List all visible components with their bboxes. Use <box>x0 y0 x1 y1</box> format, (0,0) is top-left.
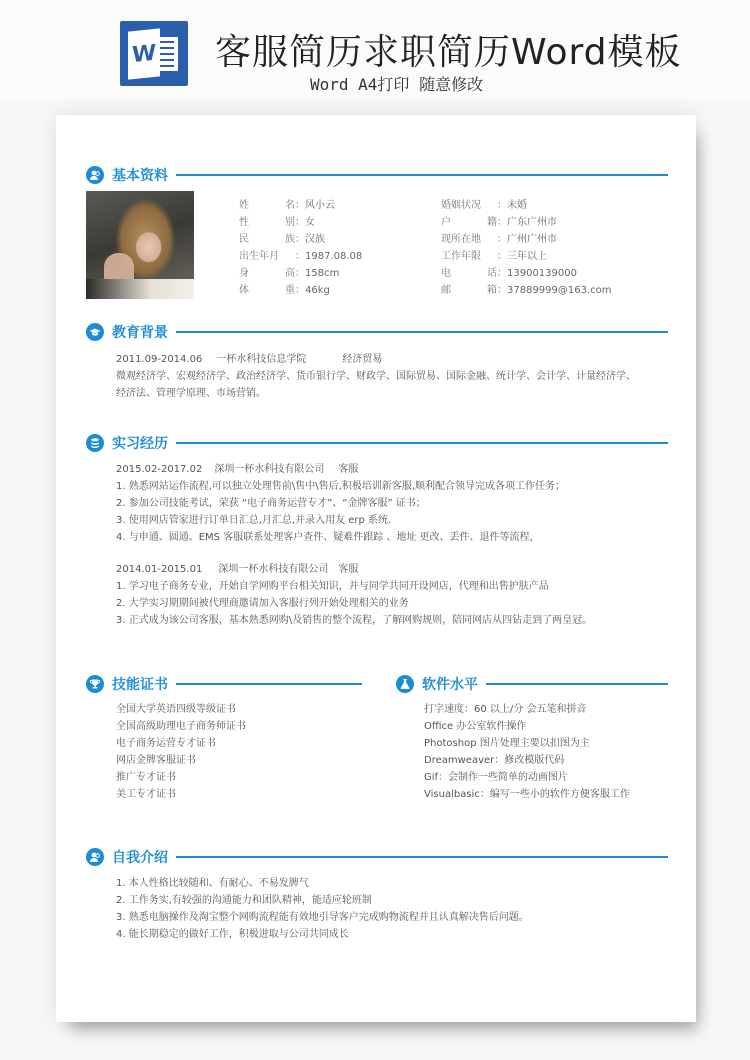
internship-job-2 <box>116 561 592 629</box>
certificate-item: 全国高级助理电子商务师证书 <box>116 721 246 732</box>
info-label-part: 性 <box>239 217 249 228</box>
self-intro-item: 3. 熟悉电脑操作及淘宝整个网购流程能有效地引导客户完成购物流程并且认真解决售后问题。 <box>116 912 529 923</box>
info-label-part: 高 <box>285 268 295 279</box>
user-icon <box>86 166 104 184</box>
section-internship <box>86 432 668 454</box>
info-label <box>441 265 497 282</box>
software-skill-item: Office 办公室软件操作 <box>424 721 527 732</box>
software-skill-item: Gif：会制作一些简单的动画图片 <box>424 772 569 783</box>
info-value: 风小云 <box>305 200 335 211</box>
info-colon: ： <box>295 234 305 245</box>
trophy-icon <box>86 675 104 693</box>
info-row <box>239 248 362 265</box>
info-label-part: 邮 <box>441 285 451 296</box>
info-value: 1987.08.08 <box>305 251 363 262</box>
education-summary <box>116 351 636 368</box>
job-duty: 3. 使用网店管家进行订单日汇总,月汇总,并录入用友 erp 系统. <box>116 515 392 526</box>
job-role: 客服 <box>338 464 359 475</box>
certificate-item: 电子商务运营专才证书 <box>116 738 216 749</box>
word-logo-letter: W <box>128 28 160 79</box>
info-row <box>239 231 362 248</box>
info-colon: ： <box>497 285 507 296</box>
info-label <box>441 197 497 214</box>
users-icon <box>86 848 104 866</box>
info-label-part: 婚姻状况 <box>441 200 481 211</box>
info-label-part: 工作年限 <box>441 251 481 262</box>
info-colon: ： <box>497 217 507 228</box>
section-title: 教育背景 <box>112 325 168 341</box>
info-row <box>441 214 612 231</box>
job-period: 2014.01-2015.01 <box>116 564 203 575</box>
info-label-part: 籍 <box>487 217 497 228</box>
info-label-part: 户 <box>441 217 451 228</box>
education-courses: 微观经济学、宏观经济学、政治经济学、货币银行学、财政学、国际贸易、国际金融、统计学、会计学、计量经济学、 <box>116 371 636 382</box>
info-label <box>239 248 295 265</box>
education-courses: 经济法、管理学原理、市场营销。 <box>116 388 266 399</box>
job-summary <box>116 461 565 478</box>
section-basic-info <box>86 164 668 186</box>
info-row <box>441 197 612 214</box>
info-value: 广东广州市 <box>507 217 557 228</box>
info-label-part: 重 <box>285 285 295 296</box>
graduation-cap-icon <box>86 323 104 341</box>
info-value: 汉族 <box>305 234 325 245</box>
info-label <box>441 231 497 248</box>
job-duty: 2. 参加公司技能考试，荣获 “电子商务运营专才”、“金牌客服” 证书； <box>116 498 426 509</box>
section-title: 技能证书 <box>112 677 168 693</box>
self-intro-list <box>116 875 529 943</box>
section-certificates <box>86 673 362 695</box>
job-company: 深圳一杯水科技有限公司 <box>218 564 329 575</box>
info-row <box>239 282 362 299</box>
resume-page <box>56 115 696 1022</box>
education-block <box>116 351 636 402</box>
info-label <box>239 214 295 231</box>
job-role: 客服 <box>338 564 359 575</box>
info-label-part: 姓 <box>239 200 249 211</box>
info-label-part: 身 <box>239 268 249 279</box>
certificate-item: 全国大学英语四级等级证书 <box>116 704 236 715</box>
job-duty: 1. 熟悉网站运作流程,可以独立处理售前\售中\售后,积极培训新客服,顺利配合领导完成各项工作任务； <box>116 481 565 492</box>
info-colon: ： <box>497 200 507 211</box>
section-title: 基本资料 <box>112 168 168 184</box>
info-label-part: 族 <box>285 234 295 245</box>
job-period: 2015.02-2017.02 <box>116 464 203 475</box>
info-label-part: 出生年月 <box>239 251 279 262</box>
section-divider <box>176 683 362 685</box>
certificate-item: 网店金牌客服证书 <box>116 755 196 766</box>
info-label-part: 现所在地 <box>441 234 481 245</box>
banner-subtitle: Word A4打印 随意修改 <box>310 75 484 94</box>
info-label <box>441 248 497 265</box>
section-title: 自我介绍 <box>112 850 168 866</box>
info-label <box>239 282 295 299</box>
software-skill-item: Dreamweaver：修改模版代码 <box>424 755 565 766</box>
info-value: 未婚 <box>507 200 527 211</box>
software-skill-item: Visualbasic：编写一些小的软件方便客服工作 <box>424 789 630 800</box>
info-row <box>239 265 362 282</box>
info-row <box>239 214 362 231</box>
education-school: 一杯水科技信息学院 <box>216 354 307 365</box>
info-row <box>441 265 612 282</box>
banner <box>0 0 750 100</box>
info-row <box>239 197 362 214</box>
job-duty: 1. 学习电子商务专业，开始自学网购平台相关知识，并与同学共同开设网店，代理和出售护肤产品 <box>116 581 549 592</box>
word-logo-icon <box>120 21 188 86</box>
info-label-part: 名 <box>285 200 295 211</box>
self-intro-item: 4. 能长期稳定的做好工作，积极进取与公司共同成长 <box>116 929 349 940</box>
internship-job-1 <box>116 461 565 546</box>
section-divider <box>176 331 668 333</box>
job-summary <box>116 561 592 578</box>
certificate-list <box>116 701 246 803</box>
banner-title: 客服简历求职简历Word模板 <box>215 32 682 73</box>
certificate-item: 推广专才证书 <box>116 772 176 783</box>
info-row <box>441 248 612 265</box>
info-colon: ： <box>295 268 305 279</box>
info-colon: ： <box>295 285 305 296</box>
info-label <box>239 197 295 214</box>
job-duty: 4. 与申通、圆通、EMS 客服联系处理客户查件、疑难件跟踪 、地址 更改、丢件、退件等流程， <box>116 532 540 543</box>
info-row <box>441 231 612 248</box>
section-software <box>396 673 668 695</box>
section-divider <box>486 683 668 685</box>
info-colon: ： <box>295 200 305 211</box>
certificate-item: 美工专才证书 <box>116 789 176 800</box>
info-colon: ： <box>295 217 305 228</box>
info-label <box>239 231 295 248</box>
info-row <box>441 282 612 299</box>
self-intro-item: 2. 工作务实,有较强的沟通能力和团队精神，能适应轮班制 <box>116 895 372 906</box>
flask-icon <box>396 675 414 693</box>
education-major: 经济贸易 <box>342 354 383 365</box>
section-education <box>86 321 668 343</box>
basic-info-right <box>441 197 612 299</box>
info-value: 37889999@163.com <box>507 285 612 296</box>
basic-info-left <box>239 197 362 299</box>
info-label <box>239 265 295 282</box>
info-label-part: 箱 <box>487 285 497 296</box>
info-value: 13900139000 <box>507 268 577 279</box>
self-intro-item: 1. 本人性格比较随和、有耐心、不易发脾气 <box>116 878 309 889</box>
info-colon: ： <box>497 251 507 262</box>
info-label-part: 体 <box>239 285 249 296</box>
job-duty: 3. 正式成为该公司客服，基本熟悉网购\及销售的整个流程，了解网购规则，陪同网店从四钻走到了两皇冠。 <box>116 615 593 626</box>
info-label <box>441 282 497 299</box>
info-label-part: 电 <box>441 268 451 279</box>
section-self-intro <box>86 846 668 868</box>
info-value: 女 <box>305 217 315 228</box>
info-value: 46kg <box>305 285 330 296</box>
section-title: 实习经历 <box>112 436 168 452</box>
info-value: 158cm <box>305 268 340 279</box>
info-value: 三年以上 <box>507 251 547 262</box>
section-divider <box>176 442 668 444</box>
info-label-part: 话 <box>487 268 497 279</box>
profile-photo <box>86 191 194 299</box>
info-label-part: 民 <box>239 234 249 245</box>
info-label <box>441 214 497 231</box>
info-value: 广州广州市 <box>507 234 557 245</box>
info-colon: ： <box>295 251 305 262</box>
database-icon <box>86 434 104 452</box>
job-company: 深圳一杯水科技有限公司 <box>214 464 325 475</box>
info-colon: ： <box>497 268 507 279</box>
section-divider <box>176 856 668 858</box>
section-divider <box>176 174 668 176</box>
section-title: 软件水平 <box>422 677 478 693</box>
software-skill-item: Photoshop 图片处理主要以扣图为主 <box>424 738 590 749</box>
software-skill-item: 打字速度：60 以上/分 会五笔和拼音 <box>424 704 587 715</box>
info-label-part: 别 <box>285 217 295 228</box>
software-list <box>424 701 630 803</box>
info-colon: ： <box>497 234 507 245</box>
job-duty: 2. 大学实习期期间被代理商邀请加入客服行列开始处理相关的业务 <box>116 598 409 609</box>
education-period: 2011.09-2014.06 <box>116 354 203 365</box>
